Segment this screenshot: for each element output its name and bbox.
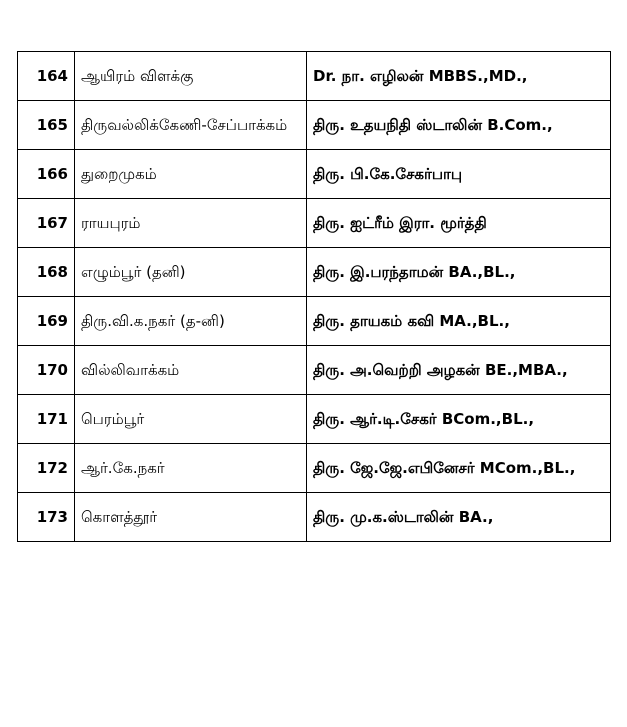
table-row [18, 150, 611, 199]
candidate-name: திரு. பி.கே.சேகர்பாபு [307, 150, 611, 199]
table-row [18, 248, 611, 297]
candidate-name: திரு. மு.க.ஸ்டாலின் BA., [307, 493, 611, 542]
constituency-number: 168 [18, 248, 75, 297]
constituency-number: 166 [18, 150, 75, 199]
constituency-number: 172 [18, 444, 75, 493]
table-row [18, 395, 611, 444]
constituency-number: 170 [18, 346, 75, 395]
candidate-name: Dr. நா. எழிலன் MBBS.,MD., [307, 52, 611, 101]
candidate-name: திரு. ஆர்.டி.சேகர் BCom.,BL., [307, 395, 611, 444]
constituency-number: 169 [18, 297, 75, 346]
constituency-name: ஆயிரம் விளக்கு [75, 52, 307, 101]
constituency-name: திரு.வி.க.நகர் (த-னி) [75, 297, 307, 346]
constituency-number: 173 [18, 493, 75, 542]
candidate-name: திரு. உதயநிதி ஸ்டாலின் B.Com., [307, 101, 611, 150]
constituency-number: 165 [18, 101, 75, 150]
constituency-number: 164 [18, 52, 75, 101]
constituency-name: வில்லிவாக்கம் [75, 346, 307, 395]
constituency-name: துறைமுகம் [75, 150, 307, 199]
candidate-name: திரு. ஐட்ரீம் இரா. மூர்த்தி [307, 199, 611, 248]
constituency-name: கொளத்தூர் [75, 493, 307, 542]
constituency-name: ராயபுரம் [75, 199, 307, 248]
table-row [18, 199, 611, 248]
constituency-number: 171 [18, 395, 75, 444]
table-row [18, 52, 611, 101]
constituency-name: எழும்பூர் (தனி) [75, 248, 307, 297]
constituency-name: பெரம்பூர் [75, 395, 307, 444]
table-row [18, 493, 611, 542]
constituency-number: 167 [18, 199, 75, 248]
table-row [18, 101, 611, 150]
candidate-name: திரு. ஜே.ஜே.எபினேசர் MCom.,BL., [307, 444, 611, 493]
candidate-name: திரு. இ.பரந்தாமன் BA.,BL., [307, 248, 611, 297]
candidate-name: திரு. அ.வெற்றி அழகன் BE.,MBA., [307, 346, 611, 395]
table-body [18, 52, 611, 542]
candidates-table [17, 51, 611, 542]
constituency-name: ஆர்.கே.நகர் [75, 444, 307, 493]
constituency-name: திருவல்லிக்கேணி-சேப்பாக்கம் [75, 101, 307, 150]
table-row [18, 444, 611, 493]
table-row [18, 297, 611, 346]
candidate-name: திரு. தாயகம் கவி MA.,BL., [307, 297, 611, 346]
table-row [18, 346, 611, 395]
